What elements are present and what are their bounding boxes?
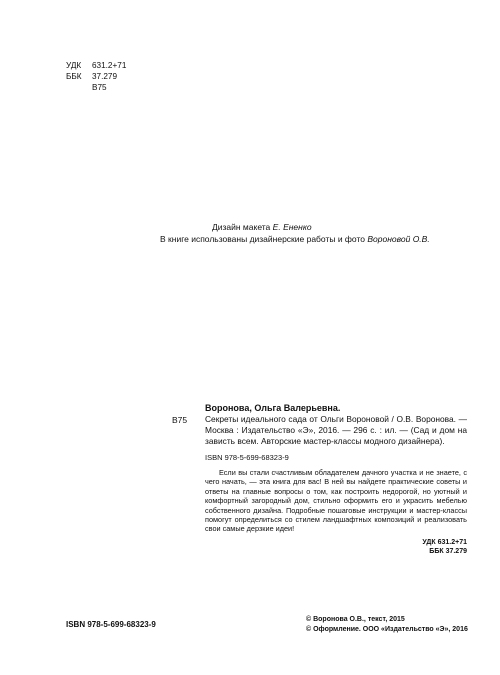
design-credit bbox=[212, 222, 362, 232]
record-bbk-right: ББК 37.279 bbox=[429, 547, 467, 555]
copyright-text: © Воронова О.В., текст, 2015 bbox=[306, 616, 405, 623]
record-annotation: Если вы стали счастливым обладателем дачного участка и не знаете, с чего начать, — эта книга для вас! В ней вы найдете практические советы и ответы на главные вопросы о том, как построить недорогой, но уютный и комфортный загородный дом, стильно оформить его и украсить мебелью собственного дизайна. Подробные пошаговые инструкции и мастер-классы помогут определиться со стилем ландшафтных композиций и реализовать свои самые дерзкие идеи! bbox=[205, 468, 467, 534]
record-udc-right: УДК 631.2+71 bbox=[422, 538, 467, 546]
author-code-row bbox=[66, 82, 186, 93]
copyright-design: © Оформление. ООО «Издательство «Э», 2016 bbox=[306, 626, 468, 633]
record-author: Воронова, Ольга Валерьевна. bbox=[205, 403, 341, 413]
design-prefix: Дизайн макета bbox=[212, 222, 271, 232]
udc-value: 631.2+71 bbox=[92, 61, 127, 70]
record-description: Секреты идеального сада от Ольги Вороновой / О.В. Воронова. — Москва : Издательство «Э», 2016. — 296 с. : ил. — (Сад и дом на зависть всем. Авторские мастер-классы модного дизайнера). bbox=[205, 414, 467, 446]
bbk-value: 37.279 bbox=[92, 72, 118, 81]
catalog-record bbox=[172, 403, 467, 556]
footer-isbn: ISBN 978-5-699-68323-9 bbox=[66, 620, 156, 629]
udc-row bbox=[66, 60, 186, 71]
works-credit bbox=[160, 234, 480, 244]
works-name: Вороновой О.В. bbox=[367, 234, 430, 244]
works-prefix: В книге использованы дизайнерские работы и фото bbox=[160, 234, 365, 244]
bbk-row bbox=[66, 71, 186, 82]
author-code: В75 bbox=[92, 83, 107, 92]
copyright-block bbox=[306, 615, 468, 635]
record-codes-right bbox=[205, 538, 467, 556]
design-name: Е. Ененко bbox=[272, 222, 312, 232]
record-isbn: ISBN 978-5-699-68323-9 bbox=[205, 453, 289, 462]
record-code: В75 bbox=[172, 415, 188, 425]
classification-block bbox=[66, 60, 186, 93]
udc-label: УДК bbox=[66, 61, 82, 70]
bbk-label: ББК bbox=[66, 72, 82, 81]
